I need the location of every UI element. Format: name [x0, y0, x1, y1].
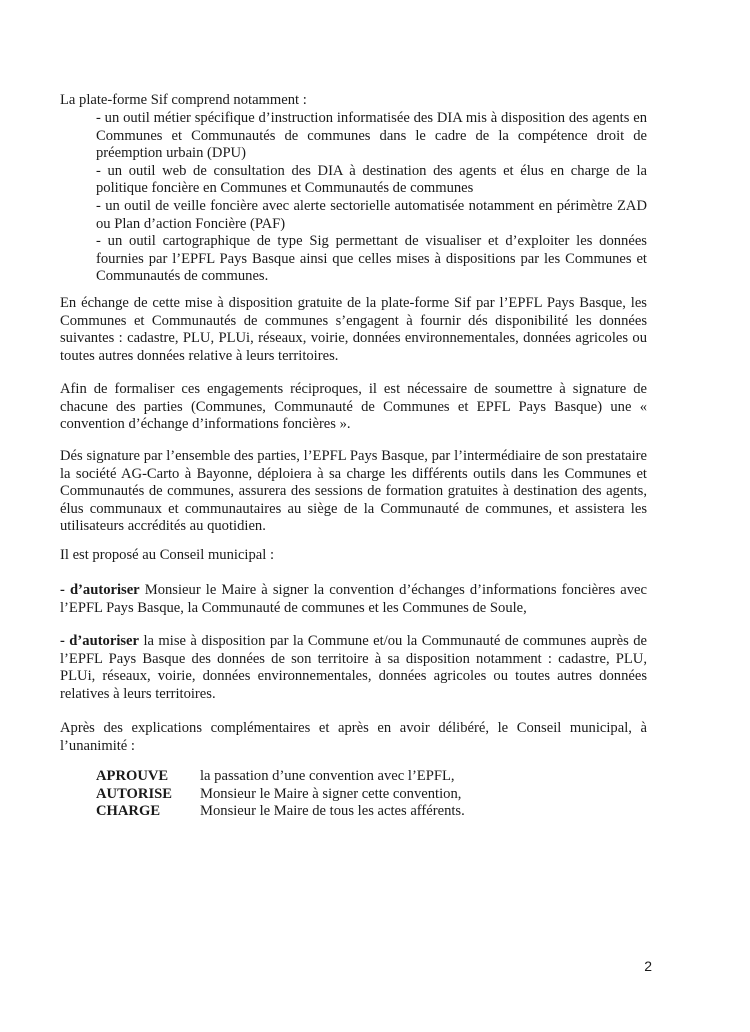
- proposal-lead: - d’autoriser: [60, 582, 140, 598]
- decision-verb: AUTORISE: [96, 785, 172, 802]
- proposal-item-2: [60, 633, 647, 703]
- tool-item: - un outil métier spécifique d’instruction informatisée des DIA mis à disposition des agents en Communes et Communautés de communes dans le cadre de la compétence droit de préemption urbain (DPU): [96, 110, 647, 162]
- deployment-paragraph: Dés signature par l’ensemble des parties, l’EPFL Pays Basque, par l’intermédiaire de son prestataire la société AG-Carto à Bayonne, déploiera à sa charge les différents outils dans les Communes et Communautés de communes, assurera des sessions de formation gratuites à destination des agents, élus communaux et communautaires au siège de la Communauté de communes, et assistera les utilisateurs accrédités au quotidien.: [60, 448, 647, 535]
- page-number: 2: [644, 958, 652, 974]
- proposal-intro: Il est proposé au Conseil municipal :: [60, 547, 275, 563]
- intro-text: La plate-forme Sif comprend notamment :: [60, 92, 307, 108]
- decision-text: Monsieur le Maire de tous les actes afférents.: [200, 803, 465, 820]
- tool-item: - un outil cartographique de type Sig permettant de visualiser et d’exploiter les données fournies par l’EPFL Pays Basque ainsi que celles mises à dispositions par les Communes et Communautés de communes.: [96, 233, 647, 285]
- formalise-paragraph: Afin de formaliser ces engagements réciproques, il est nécessaire de soumettre à signature de chacune des parties (Communes, Communauté de Communes et EPFL Pays Basque) une « convention d’échange d’informations foncières ».: [60, 381, 647, 433]
- decision-verb: APROUVE: [96, 768, 169, 784]
- proposal-item-1: [60, 582, 647, 617]
- decision-text: Monsieur le Maire à signer cette convention,: [200, 785, 462, 802]
- proposal-text: Monsieur le Maire à signer la convention d’échanges d’informations foncières avec l’EPFL Pays Basque, la Communauté de communes et les Communes de Soule,: [60, 582, 647, 616]
- exchange-paragraph: En échange de cette mise à disposition gratuite de la plate-forme Sif par l’EPFL Pays Basque, les Communes et Communautés de communes s’engagent à fournir dés disponibilité les données suivantes : cadastre, PLU, PLUi, réseaux, voirie, données environnementales, données agricoles ou toutes autres données relative à leurs territoires.: [60, 295, 647, 364]
- proposal-text: la mise à disposition par la Commune et/ou la Communauté de communes auprès de l’EPFL Pays Basque des données de son territoire à sa disposition notamment : cadastre, PLU, PLUi, réseaux, voirie, données environnementales, données agricoles ou toutes autres données relatives à leurs territoires.: [60, 633, 647, 702]
- decision-verb: CHARGE: [96, 803, 161, 820]
- decision-row: [96, 803, 516, 821]
- decisions-list: [96, 768, 516, 821]
- decision-row: [96, 786, 516, 804]
- tool-item: - un outil de veille foncière avec alerte sectorielle automatisée notamment en périmètre ZAD ou Plan d’action Foncière (PAF): [96, 197, 647, 232]
- tool-item: - un outil web de consultation des DIA à destination des agents et élus en charge de la politique foncière en Communes et Communautés de communes: [96, 162, 647, 197]
- deliberation-paragraph: Après des explications complémentaires et après en avoir délibéré, le Conseil municipal, à l’unanimité :: [60, 720, 647, 754]
- proposal-lead: - d’autoriser: [60, 633, 140, 649]
- decision-text: la passation d’une convention avec l’EPFL,: [200, 768, 455, 784]
- decision-row: [96, 768, 516, 786]
- tools-list: [96, 110, 647, 286]
